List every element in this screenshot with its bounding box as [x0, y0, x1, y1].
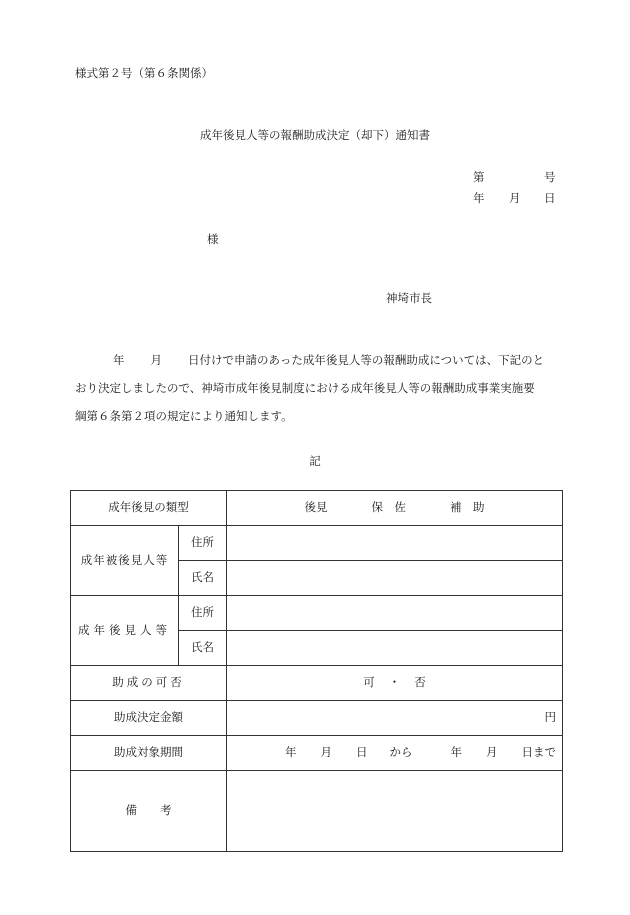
guardian-address-field	[227, 596, 563, 631]
amount-label: 助成決定金額	[71, 701, 227, 736]
table-row	[71, 526, 563, 561]
remarks-field	[227, 771, 563, 852]
approve-option: 可	[363, 675, 375, 690]
approval-separator: ・	[388, 675, 401, 690]
doc-date-month: 月	[509, 191, 521, 205]
table-row	[71, 666, 563, 701]
doc-number-suffix: 号	[544, 170, 556, 184]
guardian-address-label: 住所	[179, 596, 227, 631]
body-line-3: 綱第６条第２項の規定により通知します。	[75, 409, 293, 423]
doc-date-year: 年	[473, 191, 485, 205]
approval-options	[227, 666, 563, 701]
reject-option: 否	[414, 675, 426, 690]
period-from: から	[389, 745, 413, 760]
ki-heading: 記	[309, 454, 321, 468]
decision-table	[70, 490, 563, 852]
table-row	[71, 491, 563, 526]
table-row	[71, 701, 563, 736]
ward-name-field	[227, 561, 563, 596]
period-day-1: 日	[356, 745, 368, 760]
type-option-assistant: 補 助	[450, 500, 485, 515]
ward-label: 成年被後見人等	[71, 526, 179, 596]
table-row	[71, 596, 563, 631]
guardian-label: 成年後見人等	[71, 596, 179, 666]
table-row	[71, 736, 563, 771]
period-year-2: 年	[450, 745, 462, 760]
doc-number-prefix: 第	[473, 170, 485, 184]
ward-address-label: 住所	[179, 526, 227, 561]
period-month-2: 月	[486, 745, 498, 760]
period-until: 日まで	[521, 745, 556, 760]
ward-name-label: 氏名	[179, 561, 227, 596]
period-label: 助成対象期間	[71, 736, 227, 771]
period-month-1: 月	[320, 745, 332, 760]
guardian-name-label: 氏名	[179, 631, 227, 666]
guardianship-type-label: 成年後見の類型	[71, 491, 227, 526]
approval-label: 助成の可否	[71, 666, 227, 701]
body-line-1-text: 日付けで申請のあった成年後見人等の報酬助成については、下記のと	[188, 353, 545, 367]
doc-date-day: 日	[544, 191, 556, 205]
ward-address-field	[227, 526, 563, 561]
recipient-honorific: 様	[207, 232, 219, 246]
type-option-guardian: 後見	[304, 500, 328, 515]
form-number: 様式第２号（第６条関係）	[75, 66, 213, 80]
period-field	[227, 736, 563, 771]
body-line-2: おり決定しましたので、神埼市成年後見制度における成年後見人等の報酬助成事業実施要	[75, 381, 535, 395]
issuer-name: 神埼市長	[386, 291, 432, 305]
body-line-1	[75, 355, 555, 367]
body-month: 月	[150, 353, 162, 367]
table-row	[71, 771, 563, 852]
amount-field	[227, 701, 563, 736]
body-year: 年	[113, 353, 125, 367]
period-year-1: 年	[285, 745, 297, 760]
type-option-curator: 保 佐	[371, 500, 406, 515]
amount-unit: 円	[544, 710, 556, 725]
guardianship-type-options	[227, 491, 563, 526]
remarks-label: 備 考	[71, 771, 227, 852]
document-title: 成年後見人等の報酬助成決定（却下）通知書	[200, 128, 430, 142]
guardian-name-field	[227, 631, 563, 666]
